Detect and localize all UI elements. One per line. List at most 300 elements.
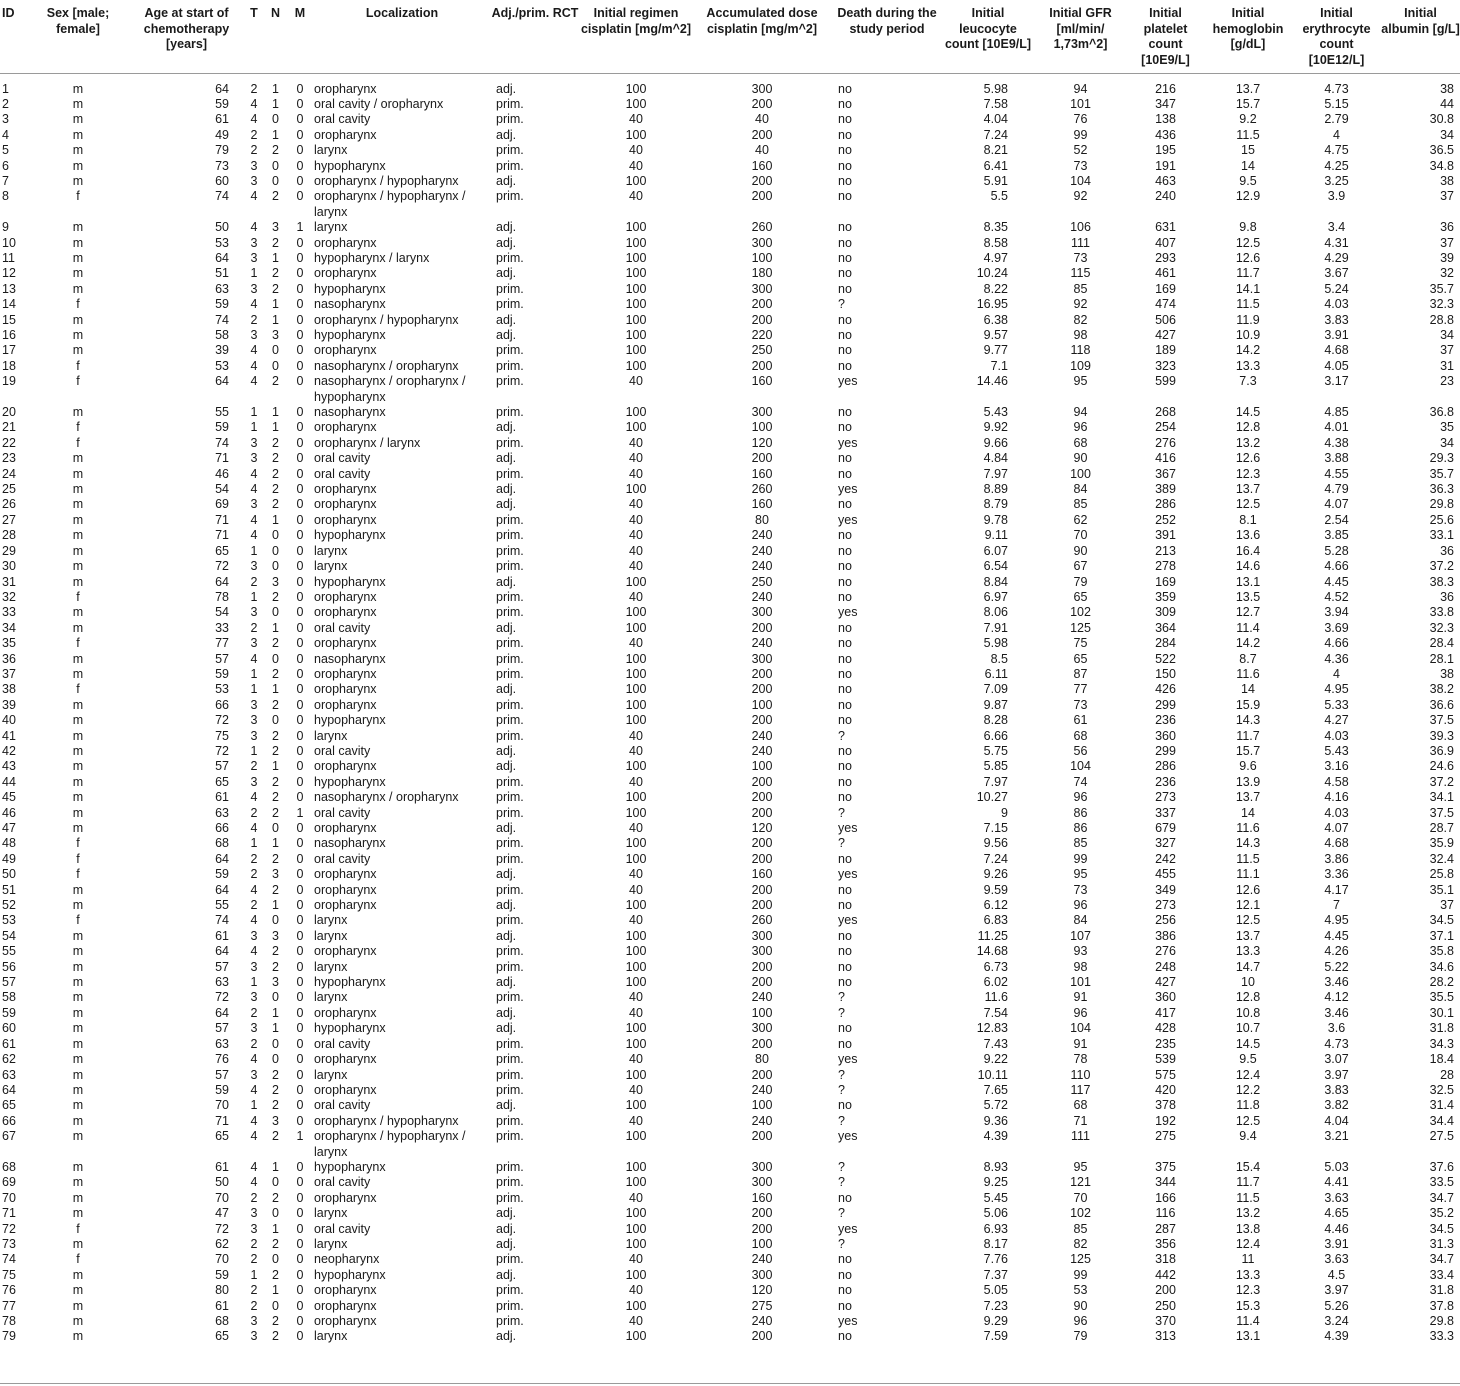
cell-initial-regimen: 100 <box>625 898 647 913</box>
cell-erythrocyte: 4.25 <box>1324 158 1349 173</box>
cell-albumin: 28.4 <box>1429 636 1454 651</box>
table-row <box>0 189 1460 220</box>
cell-sex: m <box>72 220 84 235</box>
cell-death: no <box>838 143 852 158</box>
cell-n: 2 <box>272 1314 279 1328</box>
cell-sex: m <box>72 1159 84 1174</box>
cell-leucocyte: 9.87 <box>983 697 1008 712</box>
header-leucocyte: Initial leucocyte count [10E9/L] <box>942 0 1034 73</box>
cell-sex: m <box>72 1236 84 1251</box>
cell-t: 2 <box>250 867 258 882</box>
cell-hemoglobin: 9.8 <box>1239 220 1257 235</box>
cell-albumin: 33.1 <box>1429 528 1454 543</box>
header-m: M <box>286 0 314 73</box>
cell-t: 1 <box>250 666 258 681</box>
cell-sex: m <box>72 497 84 512</box>
cell-id: 21 <box>2 420 16 435</box>
cell-accumulated-dose: 100 <box>751 250 773 265</box>
cell-accumulated-dose: 200 <box>751 882 773 897</box>
cell-age: 74 <box>215 312 229 327</box>
cell-sex: f <box>76 189 80 204</box>
cell-t: 4 <box>250 1113 258 1128</box>
table-row <box>0 1037 1460 1052</box>
cell-sex: m <box>72 1298 84 1313</box>
cell-gfr: 92 <box>1073 297 1088 312</box>
cell-sex: m <box>72 882 84 897</box>
cell-m: 0 <box>296 913 304 928</box>
cell-gfr: 82 <box>1073 1236 1088 1251</box>
cell-id: 58 <box>2 990 16 1005</box>
cell-erythrocyte: 3.86 <box>1324 851 1349 866</box>
cell-accumulated-dose: 300 <box>751 1267 773 1282</box>
cell-gfr: 104 <box>1070 173 1091 188</box>
cell-platelet: 389 <box>1155 482 1176 497</box>
cell-hemoglobin: 11.1 <box>1236 867 1260 882</box>
cell-platelet: 299 <box>1155 743 1176 758</box>
cell-id: 75 <box>2 1267 16 1282</box>
cell-hemoglobin: 12.5 <box>1235 913 1261 928</box>
cell-sex: f <box>76 636 80 651</box>
cell-initial-regimen: 100 <box>625 620 647 635</box>
cell-platelet: 242 <box>1155 851 1176 866</box>
cell-t: 3 <box>250 497 258 512</box>
cell-death: no <box>838 420 852 435</box>
cell-albumin: 35.9 <box>1429 836 1454 851</box>
cell-death: no <box>838 651 852 666</box>
cell-t: 4 <box>250 790 258 805</box>
table-row <box>0 605 1460 620</box>
cell-leucocyte: 8.84 <box>983 574 1008 589</box>
cell-hemoglobin: 12.7 <box>1235 605 1261 620</box>
cell-gfr: 56 <box>1073 743 1088 758</box>
cell-albumin: 36 <box>1440 589 1454 604</box>
cell-t: 4 <box>250 528 258 543</box>
cell-t: 4 <box>250 374 258 389</box>
cell-erythrocyte: 4.01 <box>1324 420 1349 435</box>
cell-m: 0 <box>296 81 304 96</box>
cell-id: 74 <box>2 1252 16 1267</box>
cell-localization: oropharynx <box>314 697 377 712</box>
cell-hemoglobin: 11 <box>1241 1252 1255 1267</box>
cell-gfr: 85 <box>1073 497 1088 512</box>
cell-n: 2 <box>272 235 279 250</box>
cell-platelet: 337 <box>1155 805 1176 820</box>
cell-m: 0 <box>296 975 304 990</box>
cell-n: 1 <box>272 81 279 96</box>
cell-initial-regimen: 40 <box>629 189 643 204</box>
cell-gfr: 78 <box>1073 1052 1088 1067</box>
cell-death: no <box>838 975 852 990</box>
cell-id: 63 <box>2 1067 16 1082</box>
cell-initial-regimen: 100 <box>625 420 647 435</box>
cell-gfr: 95 <box>1073 1159 1088 1174</box>
cell-age: 59 <box>215 1267 229 1282</box>
cell-death: no <box>838 543 852 558</box>
cell-id: 1 <box>2 81 9 96</box>
cell-albumin: 37.6 <box>1429 1159 1454 1174</box>
cell-accumulated-dose: 300 <box>751 605 773 620</box>
cell-albumin: 18.4 <box>1429 1052 1454 1067</box>
cell-accumulated-dose: 100 <box>751 759 773 774</box>
cell-m: 0 <box>296 250 304 265</box>
cell-n: 2 <box>272 1082 279 1097</box>
cell-sex: m <box>72 1021 84 1036</box>
cell-albumin: 35.5 <box>1429 990 1454 1005</box>
cell-rct-type: prim. <box>496 543 524 558</box>
cell-hemoglobin: 12.3 <box>1235 466 1261 481</box>
cell-erythrocyte: 3.82 <box>1324 1098 1349 1113</box>
cell-id: 31 <box>2 574 16 589</box>
cell-id: 3 <box>2 112 9 127</box>
cell-rct-type: prim. <box>496 189 524 204</box>
cell-n: 1 <box>272 1283 279 1298</box>
cell-id: 60 <box>2 1021 16 1036</box>
cell-leucocyte: 8.06 <box>983 605 1008 620</box>
cell-initial-regimen: 40 <box>629 1190 643 1205</box>
cell-platelet: 150 <box>1155 666 1176 681</box>
cell-t: 2 <box>250 1190 258 1205</box>
cell-platelet: 599 <box>1155 374 1176 389</box>
cell-sex: m <box>72 466 84 481</box>
cell-localization: oral cavity <box>314 1221 371 1236</box>
cell-sex: m <box>72 1005 84 1020</box>
cell-hemoglobin: 12.6 <box>1235 882 1261 897</box>
cell-id: 10 <box>2 235 16 250</box>
cell-rct-type: prim. <box>496 1052 524 1067</box>
cell-accumulated-dose: 200 <box>751 189 773 204</box>
cell-rct-type: prim. <box>496 790 524 805</box>
cell-localization: larynx <box>314 1206 348 1221</box>
cell-age: 47 <box>215 1206 229 1221</box>
cell-leucocyte: 9.36 <box>983 1113 1008 1128</box>
cell-id: 69 <box>2 1175 16 1190</box>
cell-rct-type: adj. <box>496 173 517 188</box>
cell-platelet: 276 <box>1155 944 1176 959</box>
table-row <box>0 73 1460 97</box>
cell-n: 1 <box>272 297 279 312</box>
cell-sex: f <box>76 358 80 373</box>
cell-sex: m <box>72 620 84 635</box>
cell-leucocyte: 7.43 <box>983 1036 1008 1051</box>
cell-m: 0 <box>296 1036 304 1051</box>
cell-death: no <box>838 81 852 96</box>
cell-age: 71 <box>215 528 229 543</box>
cell-localization: hypopharynx <box>314 281 386 296</box>
cell-leucocyte: 5.05 <box>983 1283 1008 1298</box>
cell-death: ? <box>838 1159 845 1174</box>
cell-hemoglobin: 14.1 <box>1235 281 1261 296</box>
cell-localization: hypopharynx / larynx <box>314 250 430 265</box>
cell-rct-type: prim. <box>496 250 524 265</box>
cell-erythrocyte: 4.26 <box>1324 944 1349 959</box>
cell-age: 76 <box>215 1052 229 1067</box>
cell-t: 4 <box>250 913 258 928</box>
cell-m: 0 <box>296 867 304 882</box>
cell-erythrocyte: 3.69 <box>1324 620 1349 635</box>
cell-erythrocyte: 5.26 <box>1324 1298 1349 1313</box>
cell-leucocyte: 7.58 <box>983 96 1008 111</box>
cell-accumulated-dose: 300 <box>751 928 773 943</box>
cell-t: 4 <box>250 96 258 111</box>
cell-albumin: 34 <box>1440 328 1454 342</box>
cell-death: yes <box>838 1129 858 1144</box>
cell-albumin: 35.7 <box>1429 281 1454 296</box>
cell-t: 3 <box>250 435 258 450</box>
cell-sex: m <box>72 328 84 342</box>
cell-leucocyte: 11.6 <box>984 990 1008 1005</box>
table-row <box>0 621 1460 636</box>
cell-m: 0 <box>296 836 304 851</box>
cell-hemoglobin: 13.3 <box>1235 1267 1261 1282</box>
cell-n: 1 <box>272 127 279 142</box>
cell-death: no <box>838 96 852 111</box>
cell-gfr: 99 <box>1073 851 1088 866</box>
cell-initial-regimen: 100 <box>625 759 647 774</box>
cell-t: 3 <box>250 728 258 743</box>
cell-age: 74 <box>215 913 229 928</box>
cell-hemoglobin: 13.3 <box>1235 358 1261 373</box>
cell-rct-type: prim. <box>496 589 524 604</box>
cell-initial-regimen: 100 <box>625 312 647 327</box>
cell-age: 77 <box>215 636 229 651</box>
cell-sex: m <box>72 343 84 358</box>
cell-localization: larynx <box>314 959 348 974</box>
header-n: N <box>265 0 286 73</box>
cell-accumulated-dose: 160 <box>751 466 773 481</box>
cell-localization: oropharynx <box>314 1052 377 1067</box>
cell-n: 3 <box>272 1113 279 1128</box>
cell-rct-type: prim. <box>496 605 524 620</box>
cell-albumin: 24.6 <box>1429 759 1454 774</box>
cell-accumulated-dose: 240 <box>751 559 773 574</box>
cell-t: 3 <box>250 636 258 651</box>
table-row <box>0 929 1460 944</box>
cell-erythrocyte: 4.73 <box>1324 81 1349 96</box>
cell-age: 64 <box>215 944 229 959</box>
header-hemoglobin: Initial hemoglobin [g/dL] <box>1204 0 1292 73</box>
cell-albumin: 31 <box>1440 358 1454 373</box>
cell-localization: oral cavity <box>314 1175 371 1190</box>
cell-death: yes <box>838 1052 858 1067</box>
cell-t: 3 <box>250 281 258 296</box>
cell-erythrocyte: 4.75 <box>1324 143 1349 158</box>
cell-erythrocyte: 4.29 <box>1324 250 1349 265</box>
cell-initial-regimen: 40 <box>629 1113 643 1128</box>
cell-sex: m <box>72 81 84 96</box>
cell-leucocyte: 7.54 <box>983 1005 1008 1020</box>
cell-erythrocyte: 3.9 <box>1327 189 1346 204</box>
cell-t: 2 <box>250 127 258 142</box>
table-row <box>0 898 1460 913</box>
cell-initial-regimen: 40 <box>629 1314 643 1328</box>
cell-age: 60 <box>215 173 229 188</box>
cell-n: 2 <box>272 451 279 466</box>
cell-age: 64 <box>215 882 229 897</box>
cell-rct-type: prim. <box>496 559 524 574</box>
table-row <box>0 652 1460 667</box>
cell-rct-type: adj. <box>496 1021 517 1036</box>
cell-sex: m <box>72 651 84 666</box>
cell-rct-type: adj. <box>496 975 517 990</box>
table-row <box>0 883 1460 898</box>
cell-accumulated-dose: 120 <box>751 1283 773 1298</box>
table-bottom-rule <box>0 1383 1460 1384</box>
cell-platelet: 370 <box>1155 1314 1176 1328</box>
cell-n: 2 <box>272 466 279 481</box>
table-row <box>0 420 1460 435</box>
cell-id: 27 <box>2 512 16 527</box>
cell-leucocyte: 4.84 <box>983 451 1008 466</box>
cell-hemoglobin: 10 <box>1241 975 1255 990</box>
cell-age: 75 <box>215 728 229 743</box>
header-id: ID <box>0 0 26 73</box>
cell-localization: nasopharynx <box>314 297 386 312</box>
cell-initial-regimen: 100 <box>625 851 647 866</box>
cell-initial-regimen: 40 <box>629 867 643 882</box>
cell-platelet: 360 <box>1155 728 1176 743</box>
cell-age: 79 <box>215 143 229 158</box>
cell-t: 2 <box>250 574 258 589</box>
cell-gfr: 61 <box>1073 713 1088 728</box>
cell-initial-regimen: 100 <box>625 1206 647 1221</box>
cell-m: 0 <box>296 759 304 774</box>
cell-erythrocyte: 5.22 <box>1324 959 1349 974</box>
cell-t: 4 <box>250 297 258 312</box>
cell-t: 1 <box>250 266 258 281</box>
cell-death: yes <box>838 482 858 497</box>
cell-death: no <box>838 589 852 604</box>
cell-hemoglobin: 9.4 <box>1239 1129 1257 1144</box>
cell-localization: hypopharynx <box>314 1021 386 1036</box>
cell-sex: m <box>72 235 84 250</box>
header-albumin: Initial albumin [g/L] <box>1381 0 1460 73</box>
cell-localization: oropharynx / hypopharynx / larynx <box>314 189 466 219</box>
cell-death: no <box>838 697 852 712</box>
cell-id: 50 <box>2 867 16 882</box>
cell-id: 65 <box>2 1098 16 1113</box>
cell-sex: m <box>72 1175 84 1190</box>
cell-age: 72 <box>215 713 229 728</box>
cell-hemoglobin: 14.7 <box>1235 959 1261 974</box>
cell-localization: larynx <box>314 1236 348 1251</box>
cell-rct-type: prim. <box>496 358 524 373</box>
cell-hemoglobin: 14.5 <box>1235 1036 1261 1051</box>
cell-t: 4 <box>250 944 258 959</box>
cell-leucocyte: 9.11 <box>984 528 1008 543</box>
table-row <box>0 97 1460 112</box>
cell-accumulated-dose: 180 <box>751 266 773 281</box>
cell-age: 71 <box>215 451 229 466</box>
cell-erythrocyte: 4.03 <box>1324 297 1349 312</box>
cell-death: no <box>838 358 852 373</box>
cell-age: 33 <box>215 620 229 635</box>
table-row <box>0 451 1460 466</box>
cell-accumulated-dose: 300 <box>751 1021 773 1036</box>
cell-localization: oropharynx <box>314 589 377 604</box>
cell-n: 2 <box>272 1190 279 1205</box>
cell-death: no <box>838 759 852 774</box>
cell-sex: f <box>76 420 80 435</box>
cell-accumulated-dose: 240 <box>751 636 773 651</box>
cell-sex: m <box>72 528 84 543</box>
cell-id: 52 <box>2 898 16 913</box>
cell-initial-regimen: 100 <box>625 944 647 959</box>
cell-platelet: 375 <box>1155 1159 1176 1174</box>
cell-rct-type: prim. <box>496 1175 524 1190</box>
cell-rct-type: adj. <box>496 821 517 835</box>
cell-rct-type: adj. <box>496 220 517 235</box>
cell-leucocyte: 6.38 <box>983 312 1008 327</box>
cell-n: 3 <box>272 975 279 990</box>
cell-albumin: 39 <box>1440 250 1454 265</box>
cell-albumin: 32.3 <box>1429 297 1454 312</box>
cell-initial-regimen: 100 <box>625 250 647 265</box>
cell-platelet: 248 <box>1155 959 1176 974</box>
table-row <box>0 251 1460 266</box>
cell-erythrocyte: 4.03 <box>1324 728 1349 743</box>
cell-m: 0 <box>296 790 304 805</box>
cell-platelet: 287 <box>1155 1221 1176 1236</box>
cell-platelet: 631 <box>1155 220 1176 235</box>
cell-erythrocyte: 4.04 <box>1324 1113 1349 1128</box>
cell-t: 4 <box>250 651 258 666</box>
cell-n: 1 <box>272 312 279 327</box>
cell-id: 26 <box>2 497 16 512</box>
cell-platelet: 359 <box>1155 589 1176 604</box>
cell-n: 2 <box>272 189 279 204</box>
table-row <box>0 1237 1460 1252</box>
cell-rct-type: prim. <box>496 1113 524 1128</box>
cell-n: 1 <box>272 1005 279 1020</box>
cell-albumin: 39.3 <box>1429 728 1454 743</box>
cell-accumulated-dose: 240 <box>751 543 773 558</box>
cell-age: 69 <box>215 497 229 512</box>
cell-accumulated-dose: 240 <box>751 743 773 758</box>
cell-hemoglobin: 12.2 <box>1235 1082 1261 1097</box>
cell-death: yes <box>838 374 858 389</box>
cell-platelet: 427 <box>1155 975 1176 990</box>
cell-rct-type: adj. <box>496 497 517 512</box>
cell-sex: m <box>72 512 84 527</box>
header-localization: Localization <box>314 0 490 73</box>
cell-accumulated-dose: 200 <box>751 805 773 820</box>
cell-accumulated-dose: 300 <box>751 281 773 296</box>
cell-accumulated-dose: 160 <box>751 497 773 512</box>
cell-sex: m <box>72 574 84 589</box>
cell-t: 4 <box>250 189 258 204</box>
cell-gfr: 99 <box>1073 1267 1088 1282</box>
cell-rct-type: prim. <box>496 913 524 928</box>
cell-hemoglobin: 15.9 <box>1235 697 1261 712</box>
cell-hemoglobin: 12.5 <box>1235 497 1261 512</box>
cell-n: 2 <box>272 589 279 604</box>
cell-sex: m <box>72 743 84 758</box>
cell-initial-regimen: 100 <box>625 1329 647 1344</box>
cell-leucocyte: 8.21 <box>983 143 1008 158</box>
cell-id: 35 <box>2 636 16 651</box>
cell-hemoglobin: 12.8 <box>1235 420 1261 435</box>
cell-id: 33 <box>2 605 16 620</box>
cell-death: ? <box>838 990 845 1005</box>
cell-albumin: 34.4 <box>1429 1113 1454 1128</box>
cell-localization: hypopharynx <box>314 774 386 789</box>
cell-n: 1 <box>272 512 279 527</box>
cell-initial-regimen: 100 <box>625 1267 647 1282</box>
cell-hemoglobin: 8.7 <box>1239 651 1257 666</box>
cell-sex: m <box>72 605 84 620</box>
cell-death: no <box>838 173 852 188</box>
cell-hemoglobin: 13.6 <box>1235 528 1261 543</box>
